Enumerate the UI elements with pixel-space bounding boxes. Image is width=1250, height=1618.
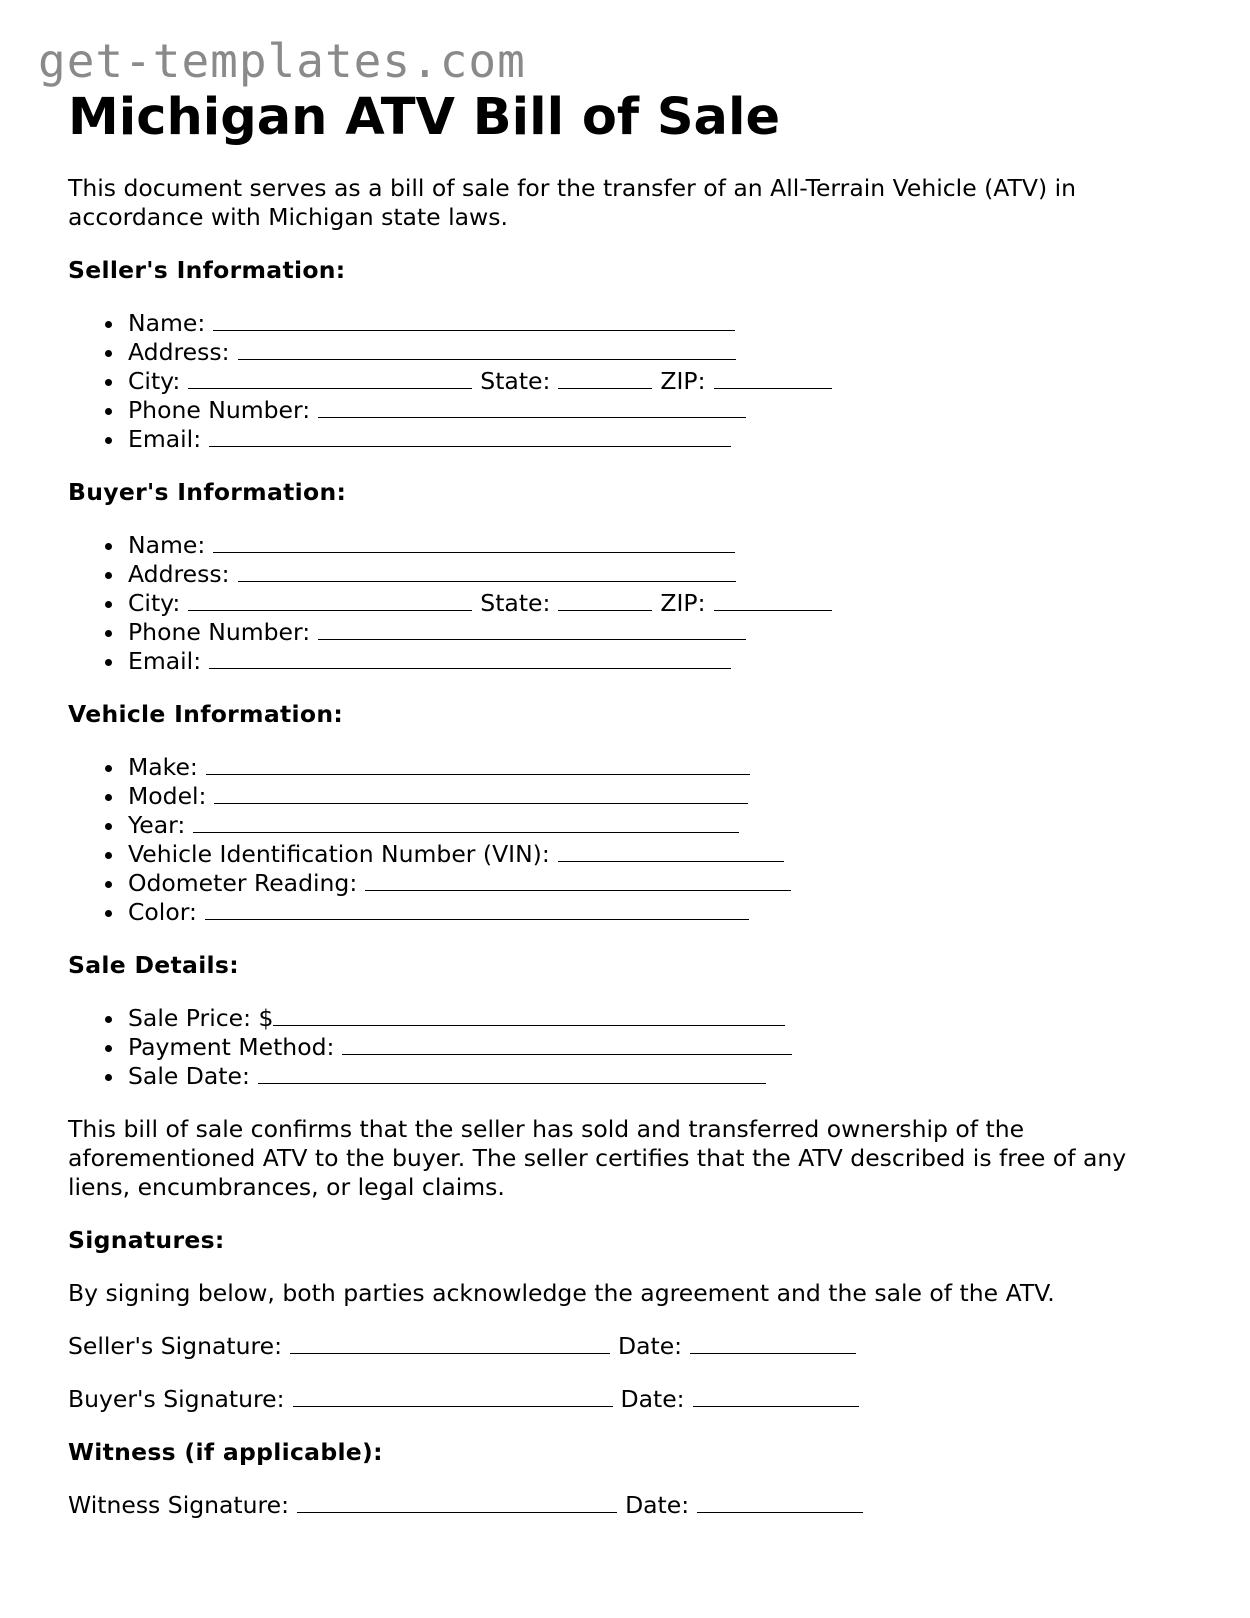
sale-date-label: Sale Date: [128,1062,250,1090]
document-page [68,88,1188,1520]
buyer-phone-label: Phone Number: [128,618,311,646]
buyer-state-label: State: [480,589,551,617]
buyer-date-blank[interactable] [693,1404,859,1407]
buyer-fields [68,531,1188,676]
seller-heading: Seller's Information: [68,256,346,284]
seller-zip-label: ZIP: [660,367,706,395]
sale-fields [68,1004,1188,1091]
intro-paragraph: This document serves as a bill of sale for the transfer of an All-Terrain Vehicle (ATV) in accordance with Michigan state laws. [68,174,1077,231]
seller-phone-field [128,396,1188,425]
buyer-email-field [128,647,1188,676]
sale-price-field [128,1004,1188,1033]
seller-city-blank[interactable] [188,386,472,389]
sale-price-label: Sale Price: $ [128,1004,274,1032]
payment-method-field [128,1033,1188,1062]
buyer-signature-line [68,1385,1188,1414]
buyer-address-blank[interactable] [238,579,736,582]
seller-phone-label: Phone Number: [128,396,311,424]
seller-name-label: Name: [128,309,206,337]
vehicle-year-label: Year: [128,811,186,839]
buyer-phone-field [128,618,1188,647]
buyer-name-blank[interactable] [213,550,735,553]
document-title: Michigan ATV Bill of Sale [68,88,781,147]
witness-date-blank[interactable] [697,1510,863,1513]
witness-signature-line [68,1491,1188,1520]
buyer-address-field [128,560,1188,589]
vehicle-make-label: Make: [128,753,198,781]
signatures-heading: Signatures: [68,1226,225,1254]
vehicle-model-blank[interactable] [214,801,748,804]
buyer-zip-blank[interactable] [714,608,832,611]
vehicle-model-field [128,782,1188,811]
vehicle-heading: Vehicle Information: [68,700,344,728]
buyer-city-label: City: [128,589,181,617]
vehicle-odometer-label: Odometer Reading: [128,869,358,897]
watermark: get-templates.com [38,34,526,88]
seller-name-field [128,309,1188,338]
vehicle-fields [68,753,1188,927]
vehicle-vin-field [128,840,1188,869]
seller-fields [68,309,1188,454]
closing-paragraph: This bill of sale confirms that the seller has sold and transferred ownership of the aforementioned ATV to the buyer. The seller certifies that the ATV described is free of any liens, encumbrances, or legal claims. [68,1115,1127,1201]
witness-signature-blank[interactable] [297,1510,617,1513]
sale-date-field [128,1062,1188,1091]
witness-heading: Witness (if applicable): [68,1438,383,1466]
buyer-city-state-zip-field [128,589,1188,618]
vehicle-color-label: Color: [128,898,197,926]
vehicle-color-field [128,898,1188,927]
seller-name-blank[interactable] [213,328,735,331]
seller-signature-blank[interactable] [290,1351,610,1354]
buyer-state-blank[interactable] [558,608,652,611]
witness-signature-label: Witness Signature: [68,1491,290,1519]
vehicle-odometer-blank[interactable] [365,888,791,891]
seller-signature-line [68,1332,1188,1361]
seller-city-label: City: [128,367,181,395]
seller-address-label: Address: [128,338,230,366]
seller-zip-blank[interactable] [714,386,832,389]
buyer-signature-label: Buyer's Signature: [68,1385,285,1413]
buyer-name-label: Name: [128,531,206,559]
seller-email-label: Email: [128,425,202,453]
seller-signature-label: Seller's Signature: [68,1332,283,1360]
vehicle-odometer-field [128,869,1188,898]
buyer-zip-label: ZIP: [660,589,706,617]
vehicle-vin-label: Vehicle Identification Number (VIN): [128,840,550,868]
seller-address-field [128,338,1188,367]
buyer-name-field [128,531,1188,560]
sale-date-blank[interactable] [258,1081,766,1084]
vehicle-year-blank[interactable] [193,830,739,833]
vehicle-model-label: Model: [128,782,207,810]
seller-email-field [128,425,1188,454]
seller-city-state-zip-field [128,367,1188,396]
sale-heading: Sale Details: [68,951,239,979]
buyer-date-label: Date: [620,1385,685,1413]
vehicle-make-blank[interactable] [206,772,750,775]
vehicle-make-field [128,753,1188,782]
vehicle-year-field [128,811,1188,840]
buyer-city-blank[interactable] [188,608,472,611]
witness-date-label: Date: [625,1491,690,1519]
payment-method-blank[interactable] [342,1052,792,1055]
seller-state-blank[interactable] [558,386,652,389]
buyer-phone-blank[interactable] [318,637,746,640]
buyer-email-label: Email: [128,647,202,675]
signatures-acknowledgment: By signing below, both parties acknowledge the agreement and the sale of the ATV. [68,1279,1055,1307]
vehicle-vin-blank[interactable] [558,859,784,862]
seller-date-blank[interactable] [690,1351,856,1354]
seller-address-blank[interactable] [238,357,736,360]
buyer-signature-blank[interactable] [293,1404,613,1407]
seller-phone-blank[interactable] [318,415,746,418]
buyer-email-blank[interactable] [209,666,731,669]
vehicle-color-blank[interactable] [205,917,749,920]
seller-email-blank[interactable] [209,444,731,447]
seller-date-label: Date: [618,1332,683,1360]
seller-state-label: State: [480,367,551,395]
buyer-heading: Buyer's Information: [68,478,347,506]
sale-price-blank[interactable] [273,1023,785,1026]
payment-method-label: Payment Method: [128,1033,335,1061]
buyer-address-label: Address: [128,560,230,588]
